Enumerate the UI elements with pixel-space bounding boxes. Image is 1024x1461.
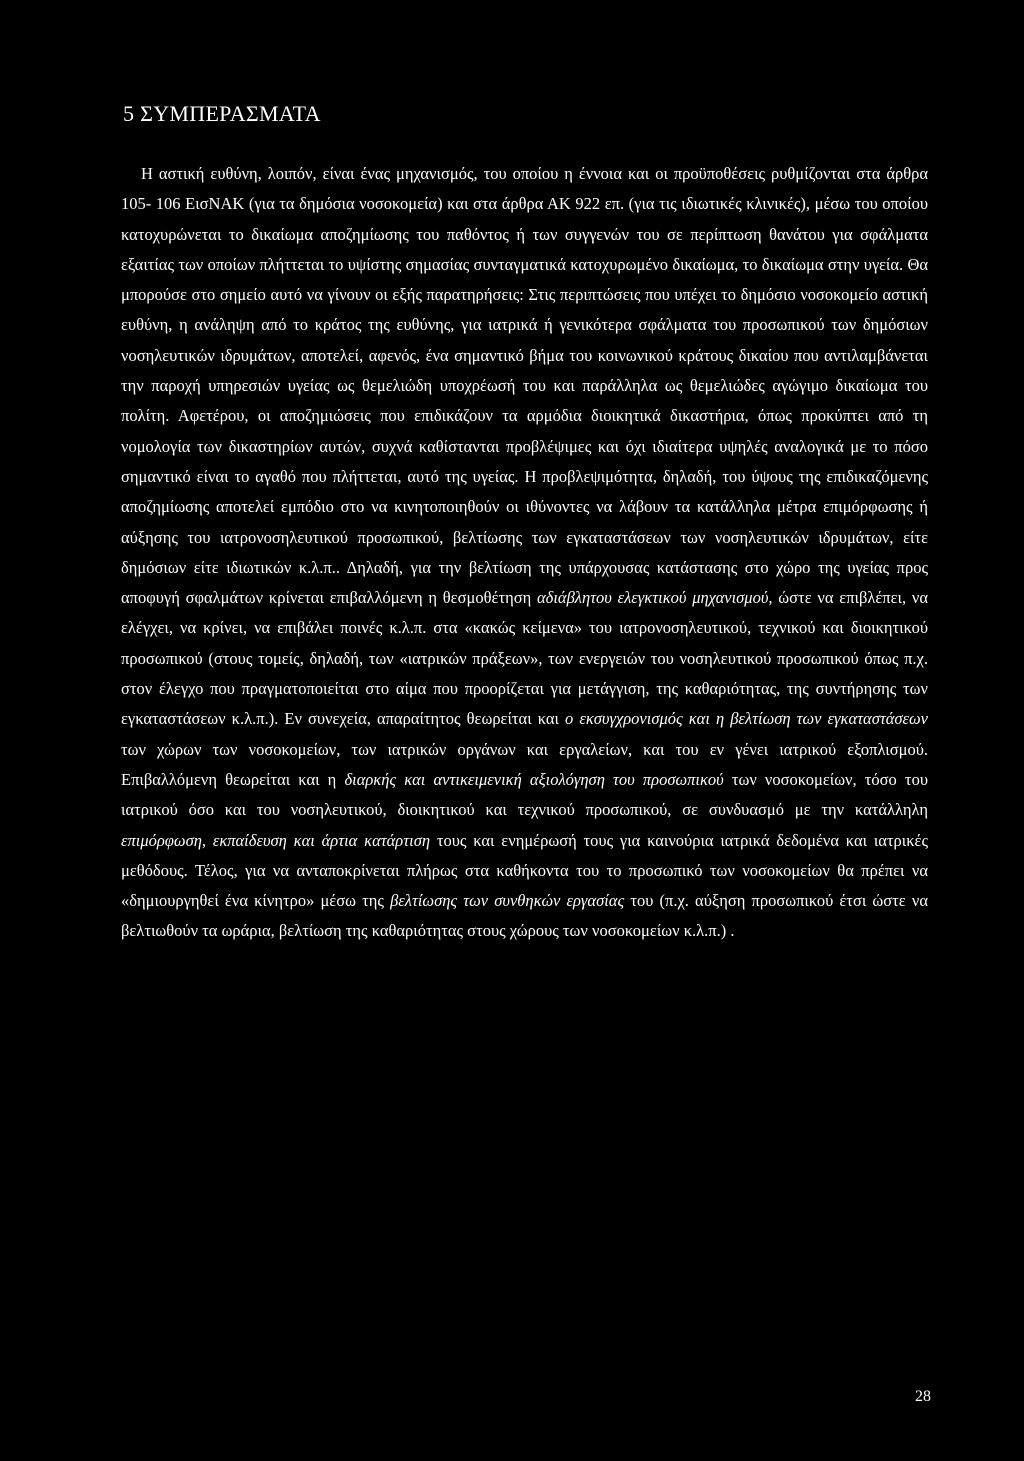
conclusions-paragraph xyxy=(121,159,928,947)
text-run-3: , ώστε να επιβλέπει, να ελέγχει, να κρίνει, να επιβάλει ποινές κ.λ.π. στα «κακώς κείμενα» του ιατρονοσηλευτικού, τεχνικού και διοικητικού προσωπικού (στους τομείς, δηλαδή, των «ιατρικών πράξεων», των ενεργειών του νοσηλευτικού προσωπικού όπως π.χ. στον έλεγχο που πραγματοποιείται στο αίμα που προορίζεται για μετάγγιση, της καθαριότητας, της συντήρησης των εγκαταστάσεων κ.λ.π.). Εν συνεχεία, απαραίτητος θεωρείται και xyxy=(121,588,928,729)
text-run-5: των νοσοκομείων, τόσο του ιατρικού όσο και του νοσηλευτικού, διοικητικού και τεχνικού προσωπικού, σε συνδυασμό με την κατάλληλη xyxy=(121,769,928,820)
emphasis-oversight-mechanism: αδιάβλητου ελεγκτικού μηχανισμού xyxy=(537,588,769,608)
text-run-4: των χώρων των νοσοκομείων, των ιατρικών οργάνων και εργαλείων, και του εν γένει ιατρικού εξοπλισμού. Επιβαλλόμενη θεωρείται και η xyxy=(121,739,928,789)
emphasis-staff-evaluation: διαρκής και αντικειμενική αξιολόγηση του προσωπικού xyxy=(344,769,724,789)
text-run-1: Η αστική ευθύνη, λοιπόν, είναι ένας μηχανισμός, του οποίου η έννοια και οι προϋποθέσεις ρυθμίζονται στα άρθρα 105- 106 ΕισΝΑΚ (για τα δημόσια νοσοκομεία) και στα άρθρα ΑΚ 922 επ. (για τις ιδιωτικές κλινικές), μέσω του οποίου κατοχυρώνεται το δικαίωμα αποζημίωσης του παθόντος ή των συγγενών του σε περίπτωση θανάτου για σφάλματα εξαιτίας των οποίων πλήττεται το υψίστης σημασίας συνταγματικά κατοχυρωμένο δικαίωμα, το δικαίωμα στην υγεία. xyxy=(121,164,928,274)
emphasis-working-conditions: βελτίωσης των συνθηκών εργασίας xyxy=(390,891,625,911)
page-number: 28 xyxy=(915,1388,931,1405)
emphasis-modernization: ο εκσυγχρονισμός και η βελτίωση των εγκαταστάσεων xyxy=(565,709,929,729)
section-heading: 5 ΣΥΜΠΕΡΑΣΜΑΤΑ xyxy=(123,101,321,126)
text-run-2: Θα μπορούσε στο σημείο αυτό να γίνουν οι εξής παρατηρήσεις: Στις περιπτώσεις που υπέχει το δημόσιο νοσοκομείο αστική ευθύνη, η ανάληψη από το κράτος της ευθύνης, για ιατρικά ή γενικότερα σφάλματα του προσωπικού των δημόσιων νοσηλευτικών ιδρυμάτων, αποτελεί, αφενός, ένα σημαντικό βήμα του κοινωνικού κράτους δικαίου που αντιλαμβάνεται την παροχή υπηρεσιών υγείας ως θεμελιώδη υποχρέωσή του και παράλληλα ως θεμελιώδες αγώγιμο δικαίωμα του πολίτη. Αφετέρου, οι αποζημιώσεις που επιδικάζουν τα αρμόδια διοικητικά δικαστήρια, όπως προκύπτει από τη νομολογία των δικαστηρίων αυτών, συχνά καθίστανται προβλέψιμες και όχι ιδιαίτερα υψηλές αναλογικά με το πόσο σημαντικό είναι το αγαθό που πλήττεται, αυτό της υγείας. Η προβλεψιμότητα, δηλαδή, του ύψους της επιδικαζόμενης αποζημίωσης αποτελεί εμπόδιο στο να κινητοποιηθούν οι ιθύνοντες να λάβουν τα κατάλληλα μέτρα επιμόρφωσης ή αύξησης του ιατρονοσηλευτικού προσωπικού, βελτίωσης των εγκαταστάσεων των νοσηλευτικών ιδρυμάτων, είτε δημόσιων είτε ιδιωτικών κ.λ.π.. Δηλαδή, για την βελτίωση της υπάρχουσας κατάστασης στο χώρο της υγείας προς αποφυγή σφαλμάτων κρίνεται επιβαλλόμενη η θεσμοθέτηση xyxy=(121,254,928,608)
text-run-7: του (π.χ. αύξηση προσωπικού έτσι ώστε να βελτιωθούν τα ωράρια, βελτίωση της καθαριότητας στους χώρους των νοσοκομείων κ.λ.π.) . xyxy=(121,891,928,941)
text-run-6: τους και ενημέρωσή τους για καινούρια ιατρικά δεδομένα και ιατρικές μεθόδους. Τέλος, για να ανταποκρίνεται πλήρως στα καθήκοντα του το προσωπικό των νοσοκομείων θα πρέπει να «δημιουργηθεί ένα κίνητρο» μέσω της xyxy=(121,830,929,911)
emphasis-training: επιμόρφωση, εκπαίδευση και άρτια κατάρτιση xyxy=(121,830,431,850)
